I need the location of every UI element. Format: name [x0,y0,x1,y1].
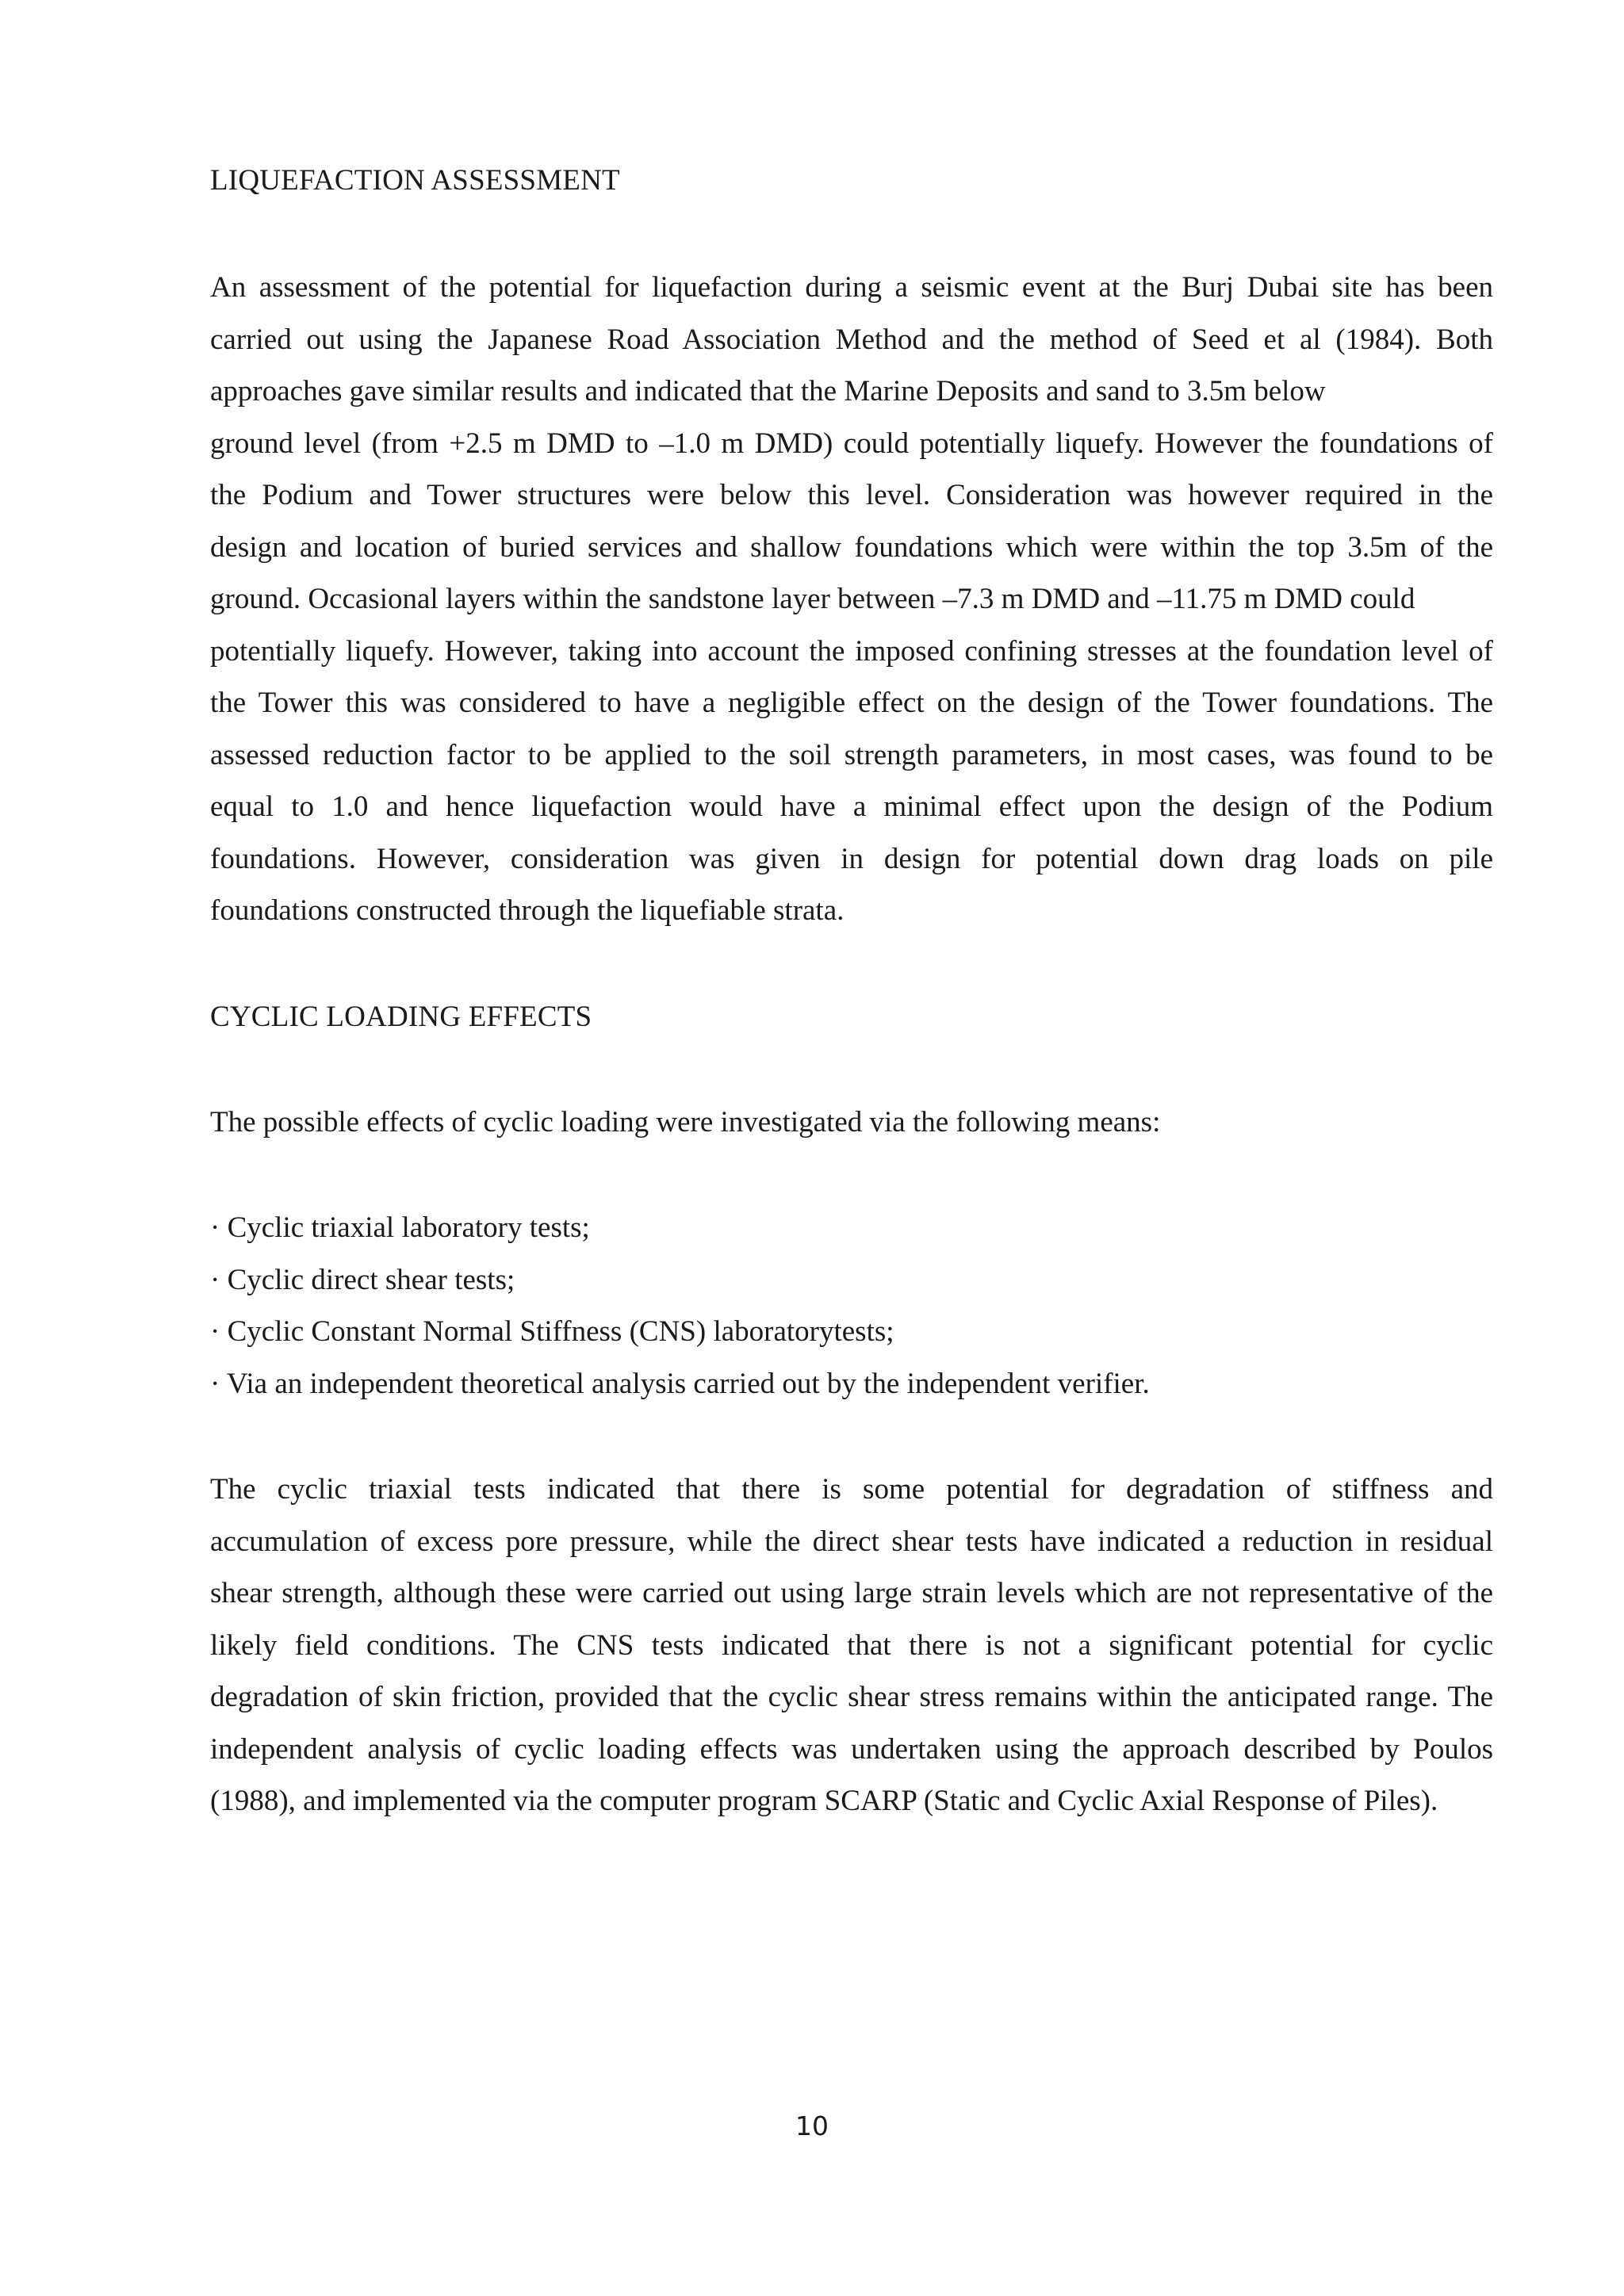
paragraph-line: ground. Occasional layers within the sandstone layer between –7.3 m DMD and –11.75 m DMD could [210,583,1415,615]
test-methods-list [210,1202,1493,1410]
paragraph-line: the Podium and Tower structures were below this level. Consideration was however required in the [210,479,1493,511]
paragraph-line: carried out using the Japanese Road Association Method and the method of Seed et al (1984). Both [210,323,1493,356]
paragraph-line: the Tower this was considered to have a negligible effect on the design of the Tower foundations. The [210,687,1493,719]
section-heading-liquefaction: LIQUEFACTION ASSESSMENT [210,164,620,197]
paragraph-line: An assessment of the potential for liquefaction during a seismic event at the Burj Dubai site has been [210,271,1493,304]
paragraph-line: likely field conditions. The CNS tests indicated that there is not a significant potential for cyclic [210,1628,1493,1662]
spacer [210,1410,1493,1464]
paragraph-line: ground level (from +2.5 m DMD to –1.0 m DMD) could potentially liquefy. However the foundations of [210,427,1493,460]
paragraph-line: assessed reduction factor to be applied to the soil strength parameters, in most cases, was found to be [210,738,1493,771]
paragraph-line: foundations constructed through the liquefiable strata. [210,894,845,927]
spacer [210,1043,1493,1096]
list-item: · Cyclic Constant Normal Stiffness (CNS) laboratorytests; [210,1315,894,1348]
paragraph-line: (1988), and implemented via the computer program SCARP (Static and Cyclic Axial Response of Piles). [210,1785,1438,1817]
cyclic-intro [210,1096,1493,1149]
spacer [210,1148,1493,1202]
spacer [210,937,1493,991]
paragraph-line: potentially liquefy. However, taking into account the imposed confining stresses at the foundation level of [210,634,1493,668]
paragraph-line: accumulation of excess pore pressure, while the direct shear tests have indicated a reduction in residual [210,1525,1493,1558]
list-item: · Cyclic triaxial laboratory tests; [210,1211,590,1244]
paragraph-line: independent analysis of cyclic loading effects was undertaken using the approach described by Poulos [210,1732,1493,1766]
page-content [210,155,1493,1827]
cyclic-paragraph [210,1464,1493,1827]
paragraph-line: shear strength, although these were carried out using large strain levels which are not representative of the [210,1577,1493,1609]
page-number: 10 [795,2110,829,2141]
list-item: · Cyclic direct shear tests; [210,1263,515,1296]
list-item: · Via an independent theoretical analysis carried out by the independent verifier. [210,1367,1150,1400]
paragraph-line: The cyclic triaxial tests indicated that there is some potential for degradation of stiffness and [210,1473,1493,1506]
paragraph-line: equal to 1.0 and hence liquefaction would have a minimal effect upon the design of the Podium [210,790,1493,823]
paragraph-line: design and location of buried services and shallow foundations which were within the top 3.5m of the [210,530,1493,564]
liquefaction-paragraph [210,262,1493,937]
paragraph-line: approaches gave similar results and indicated that the Marine Deposits and sand to 3.5m below [210,375,1326,408]
paragraph-line: foundations. However, consideration was given in design for potential down drag loads on pile [210,842,1493,875]
intro-line: The possible effects of cyclic loading were investigated via the following means: [210,1105,1161,1138]
paragraph-line: degradation of skin friction, provided that the cyclic shear stress remains within the anticipated range. The [210,1681,1493,1713]
section-heading-cyclic-loading: CYCLIC LOADING EFFECTS [210,1000,592,1033]
spacer [210,206,1493,262]
